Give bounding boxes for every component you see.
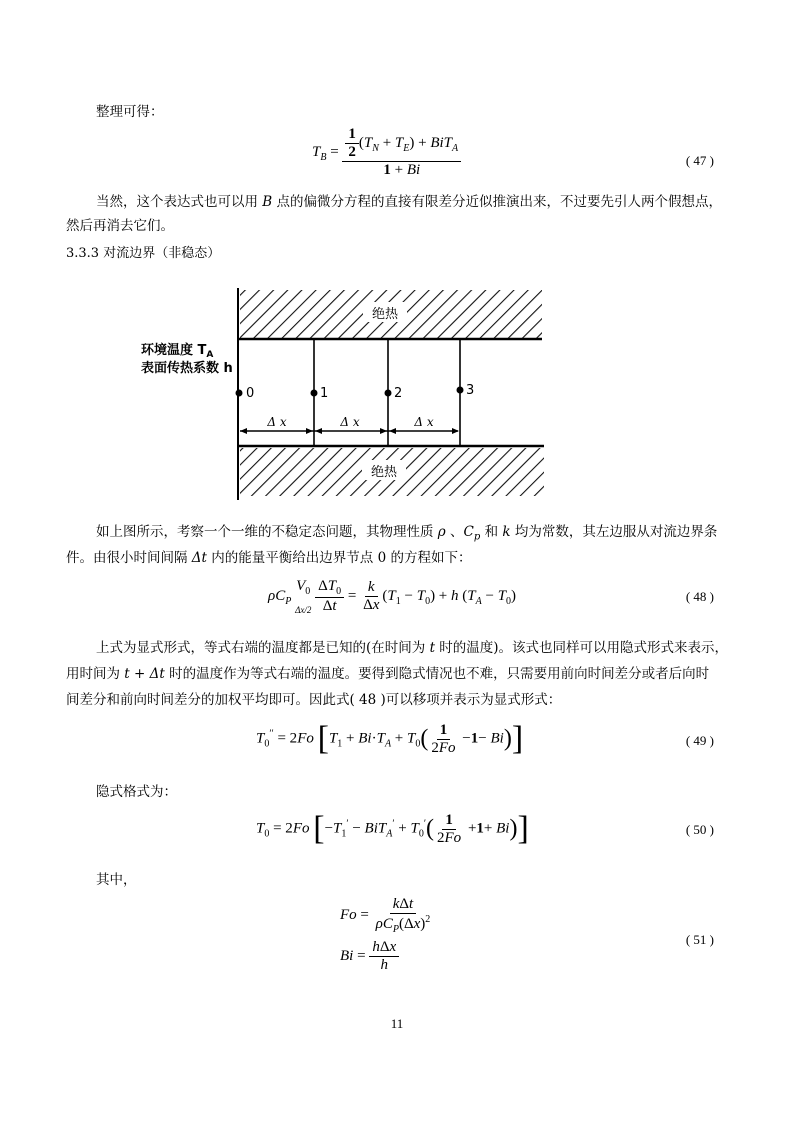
dx-label: Δ x [267, 415, 287, 429]
node-label-0: 0 [246, 386, 255, 401]
node-label-2: 2 [394, 386, 403, 401]
convection-boundary-figure [0, 280, 794, 520]
insulation-label-bottom: 绝热 [370, 465, 398, 480]
node-label-1: 1 [320, 386, 329, 401]
dx-label: Δ x [414, 415, 434, 429]
text-paragraph: 用时间为 t + Δt 时的温度作为等式右端的温度。要得到隐式情况也不难，只需要用前向时间差分或者后向时 [66, 666, 710, 682]
equation-number: ( 47 ) [685, 153, 714, 168]
text-paragraph: 上式为显式形式，等式右端的温度都是已知的(在时间为 t 时的温度)。该式也同样可以用隐式形式来表示， [96, 640, 729, 656]
section-heading: 3.3.3 对流边界（非稳态） [66, 246, 221, 261]
node-3-dot [457, 387, 464, 394]
equation-number: ( 51 ) [685, 932, 714, 947]
equation-50: $T_0 = 2Fo$ [$-T_1' - BiT_A' + T_0'$( $\frac{1}{2Fo}$ +1+ Bi)] [256, 810, 529, 847]
node-1-dot [311, 390, 318, 397]
text-paragraph: 如上图所示，考察一个一维的不稳定态问题，其物理性质 ρ 、$C_p$ 和 k 均为常数，其左边服从对流边界条 [96, 524, 718, 543]
text-paragraph: 隐式格式为： [96, 784, 177, 800]
equation-number: ( 48 ) [685, 589, 714, 604]
text-paragraph: 间差分和前向时间差分的加权平均即可。因此式( 48 )可以移项并表示为显式形式： [66, 692, 562, 708]
text-paragraph: 然后再消去它们。 [66, 218, 174, 234]
ambient-temp-label: 环境温度 $T_A$ [141, 343, 214, 360]
equation-49: $T_0'' = 2Fo$ [$T_1 + Bi\cdot T_A + T_0$( $\frac{1}{2Fo}$ −1− Bi)] [256, 720, 524, 757]
equation-number: ( 50 ) [685, 822, 714, 837]
node-0-dot [236, 390, 243, 397]
text-paragraph: 件。由很小时间间隔 Δt 内的能量平衡给出边界节点 0 的方程如下： [66, 550, 472, 566]
equation-51: Fo = $\frac{\text{kΔt}}{\rho C_P(\Delta x)^2}$ Bi = $\frac{\text{hΔx}}{h}$ [340, 896, 431, 973]
heat-coef-label: 表面传热系数 h [141, 361, 233, 376]
text-paragraph: 当然，这个表达式也可以用 B 点的偏微分方程的直接有限差分近似推演出来，不过要先引人两个假想点， [96, 194, 723, 210]
equation-48: $\rho C_P$ $V_0$ Δx/2 $\frac{\Delta T_0}{\Delta t}$ = $\frac{k}{\Delta x}$ $(T_1 - T_0) + h$ $(T_A - T_0)$ [268, 578, 517, 615]
node-2-dot [385, 390, 392, 397]
equation-number: ( 49 ) [685, 733, 714, 748]
insulation-label-top: 绝热 [371, 307, 399, 322]
equation-47: $T_B$ = $\frac{1}{2}$ $(T_N + T_E) + BiT_A$ 1 + Bi [312, 126, 461, 179]
page-number: 11 [390, 1016, 404, 1031]
text-paragraph: 其中， [96, 872, 137, 888]
text-paragraph: 整理可得： [96, 104, 164, 120]
dx-label: Δ x [340, 415, 360, 429]
node-label-3: 3 [466, 383, 475, 398]
